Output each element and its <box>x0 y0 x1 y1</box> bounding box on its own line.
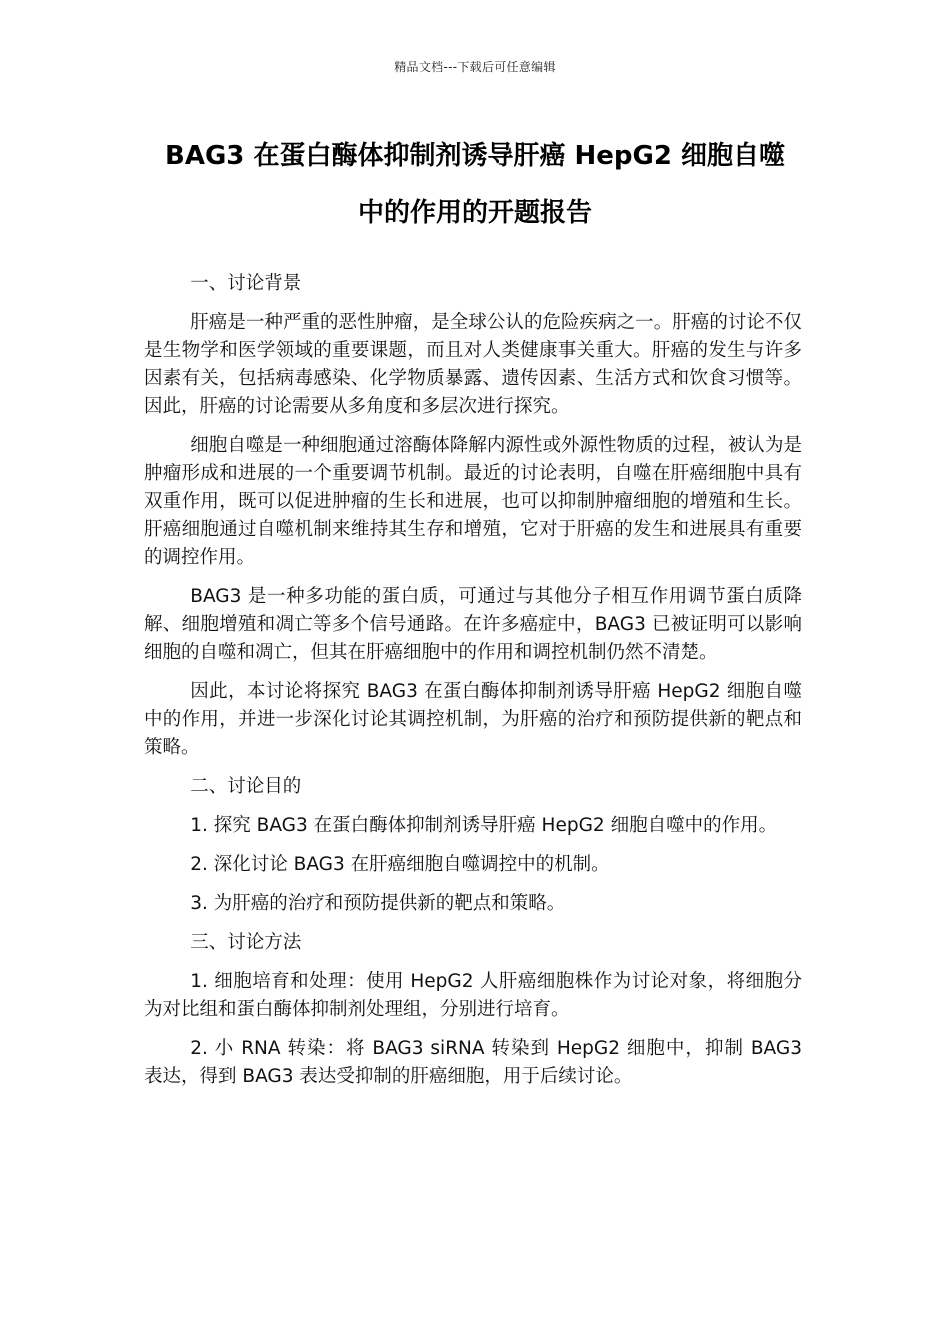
paragraph: BAG3 是一种多功能的蛋白质，可通过与其他分子相互作用调节蛋白质降解、细胞增殖和凋亡等多个信号通路。在许多癌症中，BAG3 已被证明可以影响细胞的自噬和凋亡，但其在肝癌细胞中的作用和调控机制仍然不清楚。 <box>144 586 802 663</box>
list-item: 2. 深化讨论 BAG3 在肝癌细胞自噬调控中的机制。 <box>190 854 610 875</box>
page-header: 精品文档---下载后可任意编辑 <box>394 60 556 74</box>
paragraph: 因此，本讨论将探究 BAG3 在蛋白酶体抑制剂诱导肝癌 HepG2 细胞自噬中的作用，并进一步深化讨论其调控机制，为肝癌的治疗和预防提供新的靶点和策略。 <box>144 681 802 758</box>
list-item: 1. 细胞培育和处理：使用 HepG2 人肝癌细胞株作为讨论对象，将细胞分为对比组和蛋白酶体抑制剂处理组，分别进行培育。 <box>144 971 802 1020</box>
section-heading-objectives: 二、讨论目的 <box>190 776 302 797</box>
section-heading-background: 一、讨论背景 <box>190 273 302 294</box>
title-line-2: 中的作用的开题报告 <box>357 198 592 228</box>
paragraph: 肝癌是一种严重的恶性肿瘤，是全球公认的危险疾病之一。肝癌的讨论不仅是生物学和医学领域的重要课题，而且对人类健康事关重大。肝癌的发生与许多因素有关，包括病毒感染、化学物质暴露、遗传因素、生活方式和饮食习惯等。因此，肝癌的讨论需要从多角度和多层次进行探究。 <box>144 312 802 417</box>
paragraph: 细胞自噬是一种细胞通过溶酶体降解内源性或外源性物质的过程，被认为是肿瘤形成和进展的一个重要调节机制。最近的讨论表明，自噬在肝癌细胞中具有双重作用，既可以促进肿瘤的生长和进展，也可以抑制肿瘤细胞的增殖和生长。肝癌细胞通过自噬机制来维持其生存和增殖，它对于肝癌的发生和进展具有重要的调控作用。 <box>144 435 802 568</box>
list-item: 3. 为肝癌的治疗和预防提供新的靶点和策略。 <box>190 893 566 914</box>
document-title <box>120 128 830 242</box>
document-body <box>144 270 802 1102</box>
section-heading-methods: 三、讨论方法 <box>190 932 302 953</box>
list-item: 2. 小 RNA 转染：将 BAG3 siRNA 转染到 HepG2 细胞中，抑制 BAG3 表达，得到 BAG3 表达受抑制的肝癌细胞，用于后续讨论。 <box>144 1038 802 1087</box>
title-line-1: BAG3 在蛋白酶体抑制剂诱导肝癌 HepG2 细胞自噬 <box>165 141 785 171</box>
list-item: 1. 探究 BAG3 在蛋白酶体抑制剂诱导肝癌 HepG2 细胞自噬中的作用。 <box>190 815 778 836</box>
